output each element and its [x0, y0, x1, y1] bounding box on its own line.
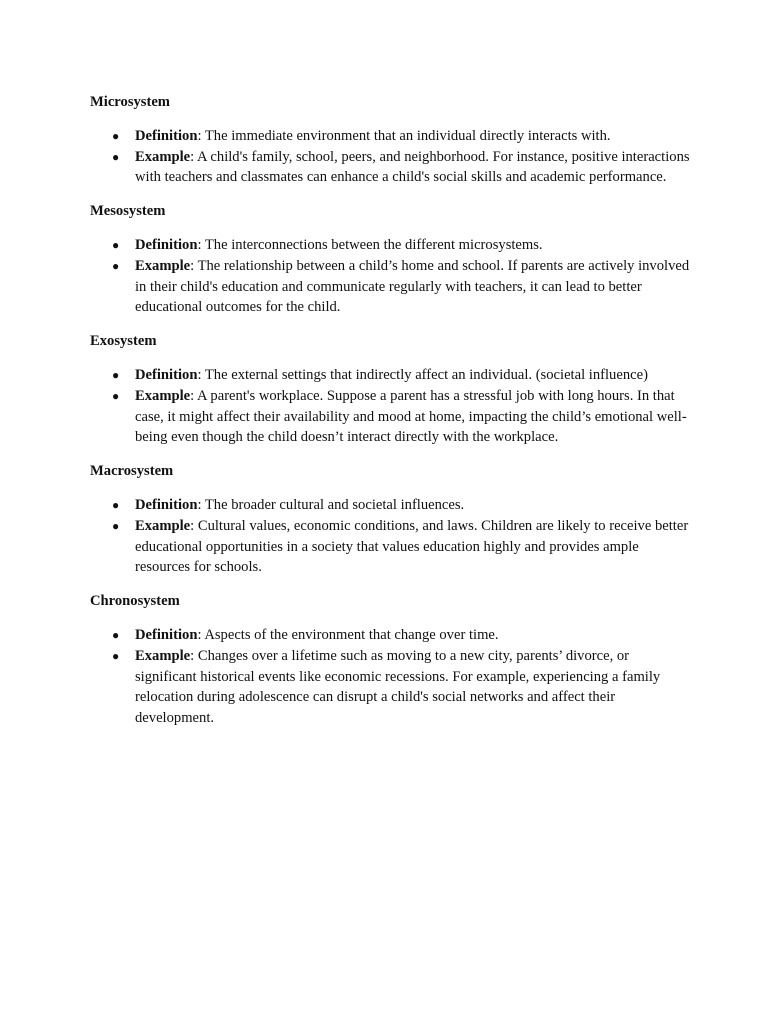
definition-item: [90, 365, 690, 386]
bullet-icon: ●: [112, 128, 120, 143]
example-text: : A parent's workplace. Suppose a parent has a stressful job with long hours. In that case, it might affect their availability and mood at home, impacting the child’s emotional well-being even though the child doesn’t interact directly with the workplace.: [135, 387, 687, 446]
bullet-icon: ●: [112, 648, 120, 663]
section-mesosystem: [90, 201, 690, 318]
bullet-icon: ●: [112, 388, 120, 403]
section-title: Microsystem: [90, 94, 170, 110]
definition-item: [90, 495, 690, 516]
example-item: [90, 646, 690, 729]
example-label: Example: [135, 517, 191, 534]
example-text: : Changes over a lifetime such as moving to a new city, parents’ divorce, or significant historical events like economic recessions. For example, experiencing a family relocation during adolescence can disrupt a child's social networks and affect their development.: [135, 647, 661, 727]
definition-text: : The broader cultural and societal influences.: [197, 496, 465, 513]
definition-item: [90, 126, 690, 147]
example-text: : The relationship between a child’s home and school. If parents are actively involved in their child's education and communicate regularly with teachers, it can lead to better educational outcomes for the child.: [135, 257, 690, 316]
definition-label: Definition: [135, 236, 198, 253]
section-chronosystem: [90, 591, 690, 729]
definition-text: : The interconnections between the different microsystems.: [197, 236, 543, 253]
example-label: Example: [135, 647, 191, 664]
bullet-list: [90, 365, 690, 448]
example-label: Example: [135, 148, 191, 165]
definition-text: : The immediate environment that an individual directly interacts with.: [197, 127, 611, 144]
document-page: [90, 92, 690, 742]
section-title: Chronosystem: [90, 593, 180, 610]
example-item: [90, 256, 690, 318]
bullet-icon: ●: [112, 258, 120, 273]
section-title: Macrosystem: [90, 463, 174, 480]
definition-item: [90, 625, 690, 646]
example-item: [90, 147, 690, 189]
section-microsystem: [90, 92, 690, 188]
definition-label: Definition: [135, 626, 198, 643]
example-item: [90, 386, 690, 448]
definition-label: Definition: [135, 496, 198, 513]
definition-text: : Aspects of the environment that change over time.: [197, 626, 499, 643]
bullet-icon: ●: [112, 367, 120, 382]
definition-label: Definition: [135, 127, 198, 144]
definition-label: Definition: [135, 366, 198, 383]
section-title: Mesosystem: [90, 203, 166, 220]
example-label: Example: [135, 387, 191, 404]
section-macrosystem: [90, 461, 690, 578]
bullet-list: [90, 625, 690, 729]
example-text: : Cultural values, economic conditions, and laws. Children are likely to receive better educational opportunities in a society that values education highly and provides ample resources for schools.: [135, 517, 689, 576]
example-label: Example: [135, 257, 191, 274]
bullet-list: [90, 235, 690, 318]
bullet-list: [90, 126, 690, 188]
example-text: : A child's family, school, peers, and neighborhood. For instance, positive interactions with teachers and classmates can enhance a child's social skills and academic performance.: [135, 148, 690, 186]
bullet-icon: ●: [112, 518, 120, 533]
definition-text: : The external settings that indirectly affect an individual. (societal influence): [197, 366, 648, 383]
bullet-icon: ●: [112, 149, 120, 164]
example-item: [90, 516, 690, 578]
bullet-icon: ●: [112, 497, 120, 512]
bullet-icon: ●: [112, 237, 120, 252]
section-title: Exosystem: [90, 333, 157, 350]
bullet-icon: ●: [112, 627, 120, 642]
definition-item: [90, 235, 690, 256]
section-exosystem: [90, 331, 690, 448]
bullet-list: [90, 495, 690, 578]
